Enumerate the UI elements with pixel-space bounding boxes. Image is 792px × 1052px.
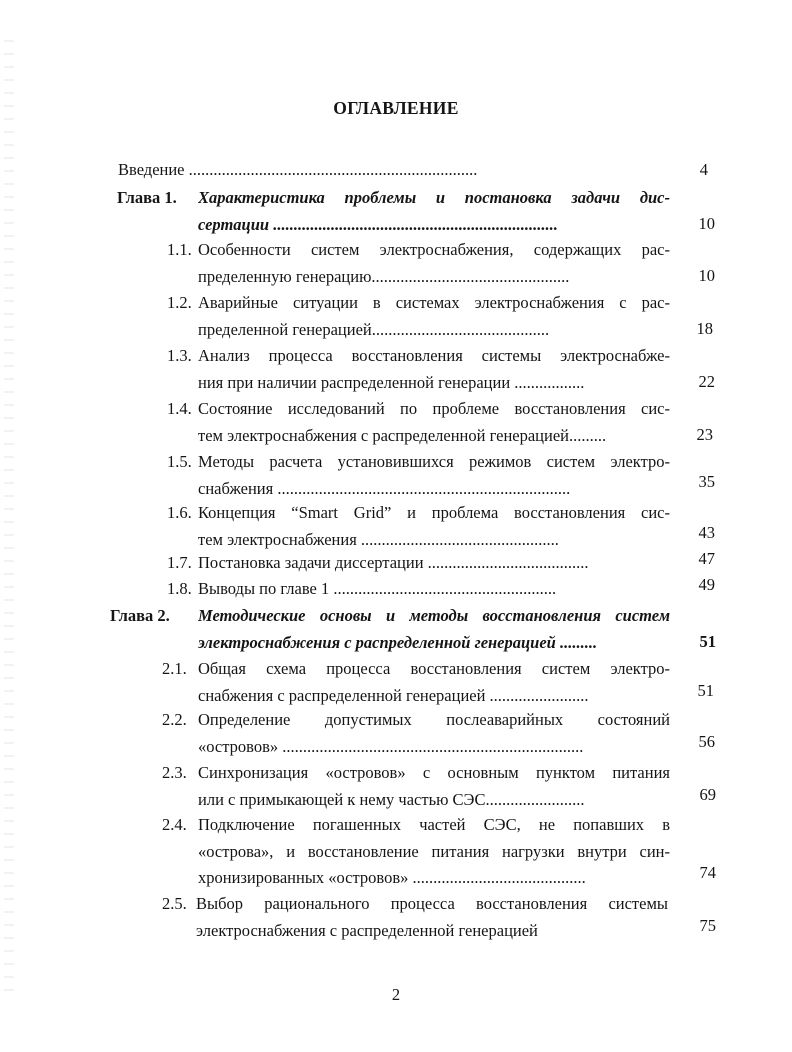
toc-entry-text: тем электроснабжения ................................................	[198, 529, 559, 549]
toc-entry-page: 49	[698, 575, 715, 594]
toc-entry-text: Методические основы и методы восстановления систем	[198, 606, 670, 625]
toc-entry-text: Методы расчета установившихся режимов систем электро-	[198, 452, 670, 471]
toc-entry-text: снабжения с распределенной генерацией ........................	[198, 685, 589, 705]
toc-entry-text: Особенности систем электроснабжения, содержащих рас-	[198, 240, 670, 259]
toc-entry-page: 75	[699, 916, 716, 935]
toc-entry-text: Общая схема процесса восстановления систем электро-	[198, 659, 670, 678]
toc-entry-text: или с примыкающей к нему частью СЭС........................	[198, 789, 585, 809]
toc-entry-text: «острова», и восстановление питания нагрузки внутри син-	[198, 841, 670, 861]
toc-entry-number: 1.7.	[167, 553, 192, 572]
toc-entry-text: Концепция “Smart Grid” и проблема восстановления сис-	[198, 503, 670, 522]
toc-entry-page: 4	[699, 160, 708, 179]
toc-entry-number: 2.4.	[162, 815, 187, 834]
toc-entry-page: 22	[698, 372, 715, 391]
toc-entry-number: 1.6.	[167, 503, 192, 522]
toc-entry-text: Определение допустимых послеаварийных состояний	[198, 710, 670, 729]
toc-entry-text: ния при наличии распределенной генерации .................	[198, 372, 585, 392]
toc-entry-text: хронизированных «островов» ..........................................	[198, 868, 586, 887]
toc-entry-text: сертации .....................................................................	[198, 214, 558, 234]
toc-entry-number: 1.3.	[167, 346, 192, 365]
toc-entry-text: электроснабжения с распределенной генерацией .........	[198, 632, 598, 652]
toc-entry-text: тем электроснабжения с распределенной генерацией.........	[198, 425, 607, 445]
toc-entry-number: 1.4.	[167, 399, 192, 418]
toc-entry-page: 18	[696, 319, 713, 338]
toc-entry-number: 1.2.	[167, 293, 192, 312]
toc-entry-text: Характеристика проблемы и постановка задачи дис-	[198, 188, 670, 207]
toc-entry-number: Глава 1.	[117, 188, 177, 207]
toc-entry-text: Состояние исследований по проблеме восстановления сис-	[198, 399, 670, 418]
toc-entry-page: 10	[698, 266, 715, 285]
toc-entry-page: 56	[698, 732, 715, 751]
toc-entry-page: 51	[699, 632, 716, 651]
page-title: ОГЛАВЛЕНИЕ	[333, 98, 459, 118]
toc-entry-page: 74	[699, 863, 716, 882]
toc-entry-text: Выбор рационального процесса восстановления системы	[196, 894, 668, 913]
toc-entry-page: 23	[696, 425, 713, 444]
page-number: 2	[391, 985, 401, 1004]
toc-entry-text: Синхронизация «островов» с основным пунктом питания	[198, 763, 670, 782]
toc-entry-page: 35	[698, 472, 715, 491]
toc-entry-page: 69	[699, 785, 716, 804]
toc-entry-text: Введение ......................................................................	[118, 160, 478, 179]
toc-entry-text: Подключение погашенных частей СЭС, не попавших в	[198, 815, 670, 834]
toc-entry-page: 10	[698, 214, 715, 233]
toc-entry-number: 1.8.	[167, 579, 192, 598]
toc-entry-number: 2.2.	[162, 710, 187, 729]
toc-entry-number: Глава 2.	[110, 606, 170, 625]
toc-entry-text: Аварийные ситуации в системах электроснабжения с рас-	[198, 293, 670, 312]
toc-entry-page: 43	[698, 523, 715, 542]
toc-entry-text: Выводы по главе 1 ......................................................	[198, 579, 557, 598]
toc-entry-page: 47	[698, 549, 715, 568]
toc-entry-number: 1.5.	[167, 452, 192, 471]
toc-entry-text: пределенной генерацией...........................................	[198, 319, 550, 339]
toc-entry-number: 2.3.	[162, 763, 187, 782]
toc-entry-text: Постановка задачи диссертации .......................................	[198, 553, 589, 572]
toc-entry-number: 2.1.	[162, 659, 187, 678]
toc-entry-text: Анализ процесса восстановления системы электроснабже-	[198, 346, 670, 365]
toc-entry-text: «островов» .........................................................................	[198, 736, 584, 756]
toc-entry-number: 1.1.	[167, 240, 192, 259]
toc-entry-number: 2.5.	[162, 894, 187, 913]
toc-entry-text: пределенную генерацию................................................	[198, 266, 570, 286]
toc-entry-text: снабжения .......................................................................	[198, 478, 571, 498]
toc-entry-page: 51	[697, 681, 714, 700]
toc-entry-text: электроснабжения с распределенной генерацией	[196, 920, 538, 940]
